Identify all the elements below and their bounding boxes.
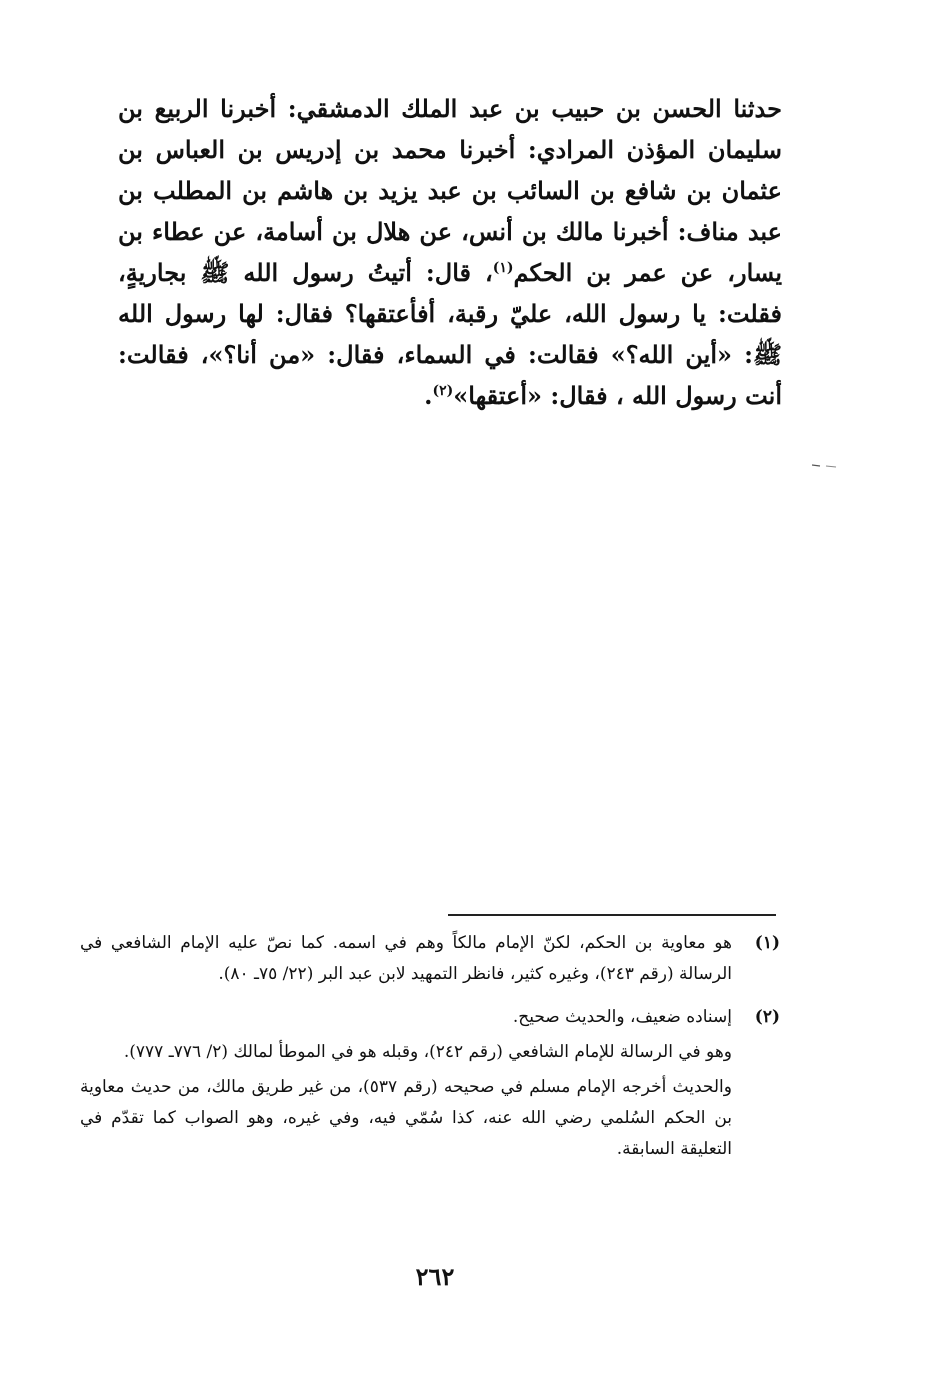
hadith-text-part-1: حدثنا الحسن بن حبيب بن عبد الملك الدمشقي: أخبرنا الربيع بن سليمان المؤذن المرادي: أخبرنا محمد بن إدريس بن العباس بن عثمان بن شافع بن السائب بن عبد يزيد بن هاشم بن المطلب بن عبد مناف: أخبرنا مالك بن أنس، عن هلال بن أسامة، عن عطاء بن يسار، عن عمر بن الحكم: [118, 94, 782, 287]
footnote-body: [80, 928, 732, 994]
footnote-ref-2: (٢): [432, 383, 454, 399]
footnote-number: (١): [754, 933, 780, 953]
footnote-body: [80, 1002, 732, 1169]
footnote-separator: [448, 914, 776, 916]
scan-speck: [812, 464, 838, 468]
footnote-paragraph: وهو في الرسالة للإمام الشافعي (رقم ٢٤٢)، وقبله هو في الموطأ لمالك (٢/ ٧٧٦ـ ٧٧٧).: [123, 1042, 732, 1062]
hadith-text-part-2: ، قال: أتيتُ رسول الله ﷺ بجاريةٍ، فقلت: يا رسول الله، عليّ رقبة، أفأعتقها؟ فقال: لها رسول الله ﷺ: «أين الله؟» فقالت: في السماء، فقال: «من أنا؟»، فقالت: أنت رسول الله ، فقال: «أعتقها»: [118, 258, 782, 410]
footnote-number: (٢): [754, 1007, 780, 1027]
footnote-paragraph: إسناده ضعيف، والحديث صحيح.: [512, 1007, 732, 1027]
footnote-paragraph: والحديث أخرجه الإمام مسلم في صحيحه (رقم ٥٣٧)، من غير طريق مالك، من حديث معاوية بن الحكم السُلمي رضي الله عنه، كذا سُمّي فيه، وفي غيره، وهو الصواب كما تقدّم في التعليقة السابقة.: [80, 1077, 732, 1159]
page-number: ٢٦٢: [415, 1262, 455, 1291]
main-text: [118, 88, 782, 416]
footnotes: [80, 928, 780, 1177]
footnote-2: [80, 1002, 780, 1169]
footnote-paragraph: هو معاوية بن الحكم، لكنّ الإمام مالكاً وهم في اسمه. كما نصّ عليه الإمام الشافعي في الرسالة (رقم ٢٤٣)، وغيره كثير، فانظر التمهيد لابن عبد البر (٢٢/ ٧٥ـ ٨٠).: [80, 933, 732, 984]
hadith-text-part-3: .: [424, 381, 433, 410]
footnote-ref-1: (١): [492, 260, 514, 276]
hadith-paragraph: [118, 88, 782, 416]
footnote-1: [80, 928, 780, 994]
